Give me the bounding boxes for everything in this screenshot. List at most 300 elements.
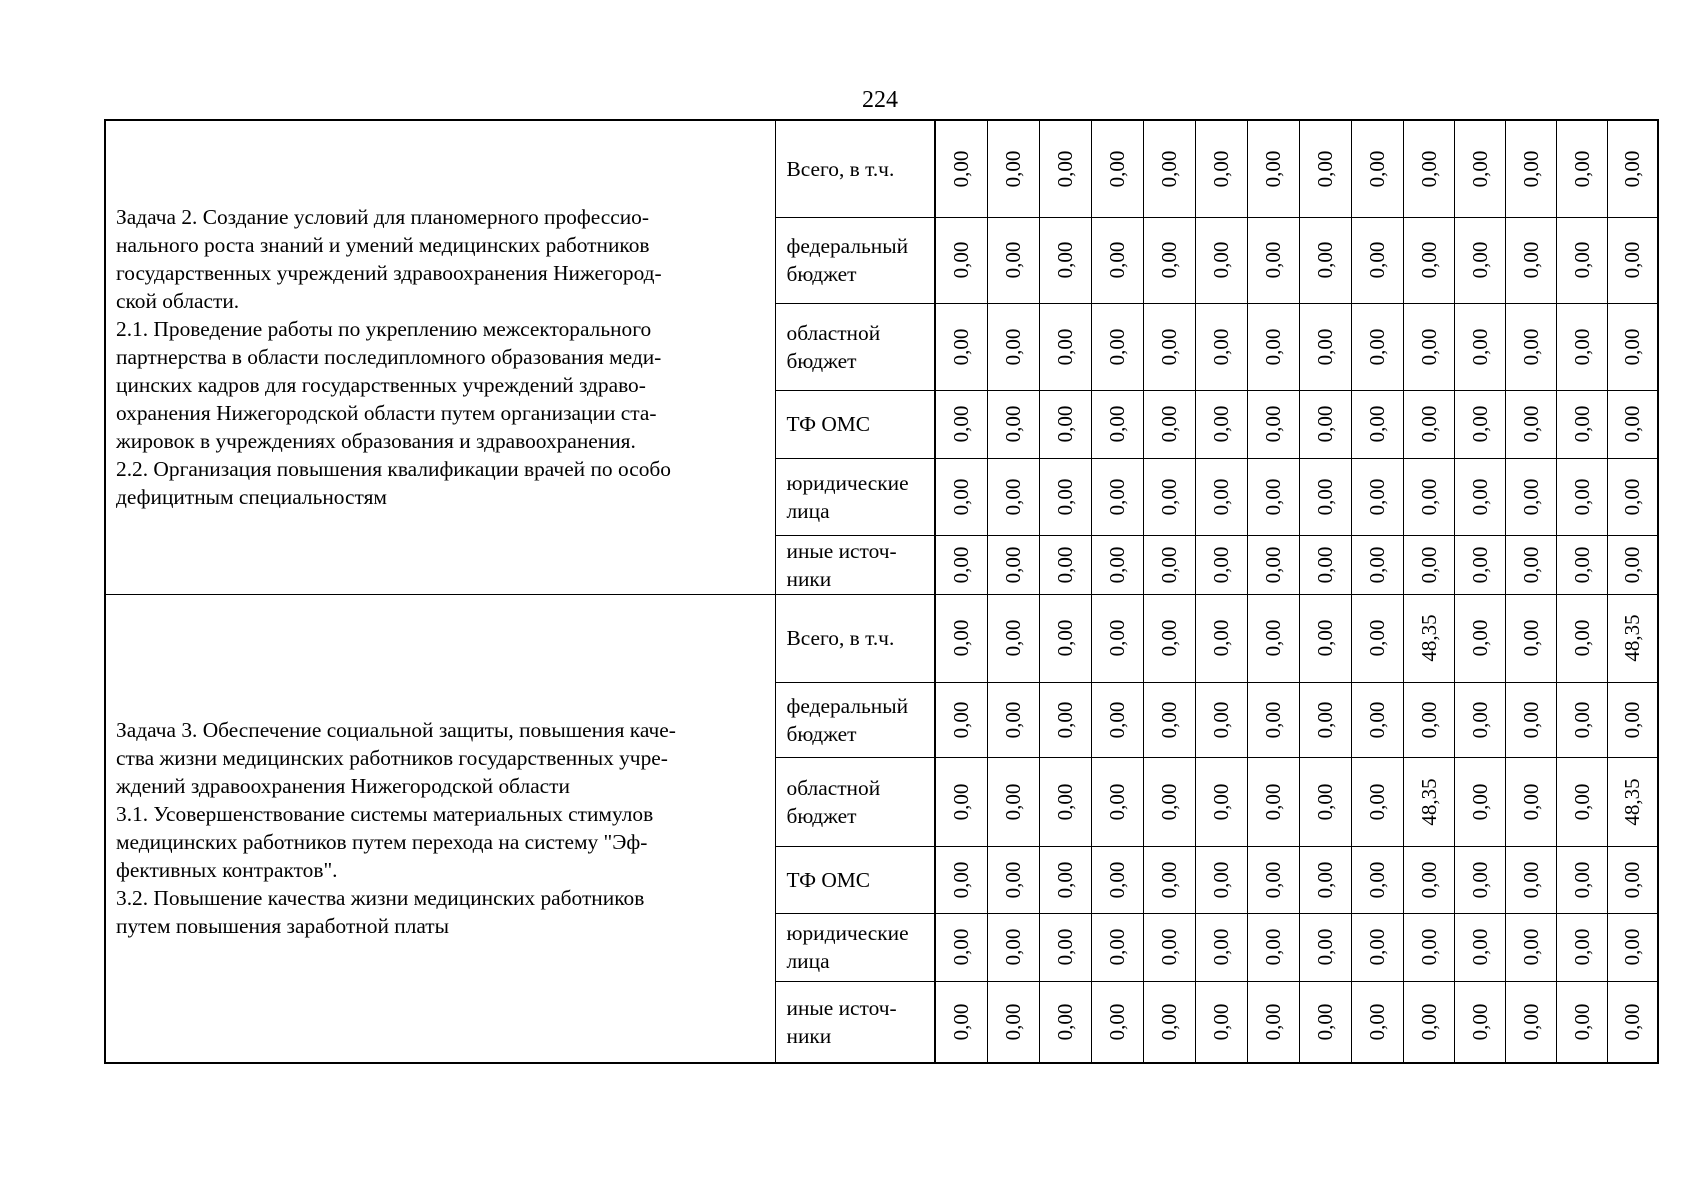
value-cell: [1143, 682, 1195, 757]
value-text: 0,00: [1569, 928, 1594, 966]
value-text: 0,00: [949, 405, 974, 443]
value-cell: [1143, 303, 1195, 390]
value-text: 0,00: [1620, 546, 1645, 583]
value-cell: [1454, 458, 1505, 535]
value-text: 0,00: [949, 701, 974, 738]
value-cell: [1556, 594, 1607, 682]
value-cell: [1556, 535, 1607, 594]
value-text: 0,00: [1209, 405, 1233, 443]
value-cell: [1039, 682, 1091, 757]
task-line: цинских кадров для государственных учреждений здраво-: [116, 373, 646, 398]
value-text: 0,00: [1569, 546, 1594, 583]
funding-source-label: федеральный: [786, 693, 909, 718]
value-text: 0,00: [1053, 328, 1077, 365]
value-cell: [1195, 458, 1247, 535]
value-cell: [1091, 846, 1143, 913]
value-text: 0,00: [1105, 701, 1129, 738]
value-cell: [1247, 217, 1299, 303]
value-cell: [1091, 535, 1143, 594]
funding-source: [775, 757, 935, 846]
value-text: 0,00: [1518, 150, 1543, 188]
funding-source: [775, 303, 935, 390]
value-cell: [1403, 535, 1454, 594]
value-text: 0,00: [1001, 619, 1025, 657]
value-text: 48,35: [1416, 777, 1441, 826]
value-cell: [1039, 390, 1091, 458]
funding-source: [775, 913, 935, 981]
value-cell: [1143, 913, 1195, 981]
funding-source: [775, 846, 935, 913]
value-text: 0,00: [1261, 546, 1285, 583]
value-text: 0,00: [1416, 405, 1441, 443]
value-text: 0,00: [1620, 405, 1645, 443]
funding-source: [775, 594, 935, 682]
value-text: 0,00: [1053, 783, 1077, 820]
funding-source-label: иные источ-: [786, 538, 897, 563]
value-cell: [1505, 120, 1556, 217]
value-cell: [1091, 981, 1143, 1063]
value-text: 48,35: [1620, 614, 1645, 662]
task-line: 2.2. Организация повышения квалификации врачей по особо: [116, 457, 671, 482]
value-cell: [1143, 846, 1195, 913]
value-cell: [1505, 981, 1556, 1063]
value-cell: [1505, 458, 1556, 535]
funding-source-label: областной: [786, 775, 881, 800]
value-text: 0,00: [1365, 783, 1389, 820]
funding-source: [775, 390, 935, 458]
value-text: 0,00: [1105, 150, 1129, 188]
value-cell: [1505, 217, 1556, 303]
value-cell: [1454, 390, 1505, 458]
value-text: 0,00: [1467, 701, 1492, 738]
funding-table: [104, 119, 1659, 1064]
value-text: 0,00: [1569, 241, 1594, 279]
funding-source-label: ники: [786, 566, 832, 591]
value-cell: [1299, 390, 1351, 458]
value-cell: [1143, 390, 1195, 458]
value-text: 0,00: [1365, 241, 1389, 279]
value-text: 0,00: [1261, 405, 1285, 443]
value-cell: [987, 390, 1039, 458]
value-cell: [1351, 913, 1403, 981]
value-text: 0,00: [1209, 783, 1233, 820]
value-text: 0,00: [1261, 328, 1285, 365]
task-line: медицинских работников путем перехода на систему "Эф-: [116, 830, 648, 855]
value-text: 0,00: [949, 1003, 974, 1041]
funding-source: [775, 458, 935, 535]
value-cell: [1039, 535, 1091, 594]
value-cell: [987, 458, 1039, 535]
task-line: Задача 3. Обеспечение социальной защиты, повышения каче-: [116, 718, 676, 743]
value-cell: [1091, 217, 1143, 303]
value-text: 0,00: [1313, 928, 1337, 966]
value-cell: [1247, 846, 1299, 913]
value-cell: [1351, 303, 1403, 390]
value-text: 0,00: [949, 928, 974, 966]
value-cell: [1454, 757, 1505, 846]
value-cell: [1143, 120, 1195, 217]
value-cell: [1403, 913, 1454, 981]
value-text: 0,00: [1518, 619, 1543, 657]
value-text: 0,00: [1001, 546, 1025, 583]
value-cell: [935, 390, 987, 458]
value-cell: [1505, 682, 1556, 757]
value-cell: [935, 303, 987, 390]
value-text: 0,00: [1053, 701, 1077, 738]
value-cell: [1091, 120, 1143, 217]
value-text: 0,00: [1261, 783, 1285, 820]
value-text: 0,00: [1365, 928, 1389, 966]
value-cell: [1195, 594, 1247, 682]
funding-source-label: бюджет: [786, 348, 857, 373]
value-cell: [1247, 303, 1299, 390]
value-text: 0,00: [1105, 478, 1129, 515]
value-text: 0,00: [1416, 861, 1441, 898]
value-cell: [1299, 217, 1351, 303]
value-cell: [1039, 303, 1091, 390]
value-cell: [1607, 757, 1658, 846]
value-text: 0,00: [1416, 241, 1441, 279]
value-text: 0,00: [1157, 783, 1181, 820]
value-cell: [1505, 303, 1556, 390]
value-cell: [1039, 981, 1091, 1063]
value-cell: [1195, 846, 1247, 913]
value-cell: [1454, 913, 1505, 981]
value-cell: [935, 682, 987, 757]
value-text: 0,00: [1518, 405, 1543, 443]
value-cell: [1454, 535, 1505, 594]
value-text: 0,00: [1157, 1003, 1181, 1041]
value-text: 0,00: [1365, 1003, 1389, 1041]
value-text: 0,00: [1053, 405, 1077, 443]
value-cell: [1143, 594, 1195, 682]
value-cell: [1195, 757, 1247, 846]
value-cell: [987, 120, 1039, 217]
value-text: 0,00: [1620, 701, 1645, 738]
value-text: 0,00: [1467, 546, 1492, 583]
value-text: 0,00: [1467, 619, 1492, 657]
value-text: 0,00: [1105, 861, 1129, 898]
value-text: 0,00: [1518, 928, 1543, 966]
value-cell: [1607, 120, 1658, 217]
value-text: 0,00: [1416, 1003, 1441, 1041]
value-text: 0,00: [1365, 150, 1389, 188]
value-text: 0,00: [1053, 1003, 1077, 1041]
value-cell: [1039, 913, 1091, 981]
task-line: ской области.: [116, 289, 240, 314]
value-text: 0,00: [949, 861, 974, 898]
value-text: 0,00: [1053, 150, 1077, 188]
value-cell: [1091, 757, 1143, 846]
value-text: 0,00: [1467, 478, 1492, 515]
funding-source: [775, 535, 935, 594]
value-text: 0,00: [1365, 328, 1389, 365]
value-text: 0,00: [1209, 1003, 1233, 1041]
value-text: 0,00: [1001, 478, 1025, 515]
funding-source-label: Всего, в т.ч.: [786, 626, 895, 650]
funding-source-label: юридические: [786, 470, 909, 495]
value-text: 0,00: [1518, 328, 1543, 365]
value-cell: [1351, 594, 1403, 682]
value-text: 0,00: [1620, 150, 1645, 188]
value-cell: [1403, 682, 1454, 757]
value-text: 0,00: [1157, 150, 1181, 188]
value-cell: [935, 913, 987, 981]
task-line: путем повышения заработной платы: [116, 914, 450, 939]
funding-source: [775, 120, 935, 217]
value-text: 0,00: [1467, 241, 1492, 279]
value-text: 0,00: [1209, 328, 1233, 365]
value-text: 0,00: [1467, 783, 1492, 820]
value-text: 0,00: [1313, 783, 1337, 820]
value-cell: [1351, 682, 1403, 757]
value-cell: [1505, 757, 1556, 846]
task-line: фективных контрактов".: [116, 858, 338, 883]
funding-source-label: лица: [786, 949, 830, 973]
task-description: [105, 120, 775, 594]
value-cell: [1454, 217, 1505, 303]
value-text: 0,00: [1157, 328, 1181, 365]
value-text: 0,00: [1313, 619, 1337, 657]
value-cell: [1195, 390, 1247, 458]
value-cell: [1351, 458, 1403, 535]
value-cell: [1247, 981, 1299, 1063]
value-cell: [1299, 120, 1351, 217]
value-text: 0,00: [1105, 405, 1129, 443]
value-text: 0,00: [1569, 150, 1594, 188]
value-text: 0,00: [1620, 928, 1645, 966]
value-cell: [1247, 535, 1299, 594]
value-text: 0,00: [1001, 328, 1025, 365]
value-cell: [1505, 913, 1556, 981]
value-cell: [1607, 535, 1658, 594]
value-cell: [987, 981, 1039, 1063]
value-cell: [1299, 981, 1351, 1063]
value-cell: [1091, 390, 1143, 458]
value-text: 0,00: [949, 478, 974, 515]
value-cell: [1247, 913, 1299, 981]
value-cell: [1556, 303, 1607, 390]
value-text: 0,00: [1313, 241, 1337, 279]
value-text: 0,00: [1467, 328, 1492, 365]
value-cell: [987, 217, 1039, 303]
value-cell: [1351, 535, 1403, 594]
value-cell: [1299, 913, 1351, 981]
value-cell: [935, 594, 987, 682]
value-cell: [1247, 120, 1299, 217]
task-line: ства жизни медицинских работников государственных учре-: [116, 746, 668, 771]
table-row: [105, 594, 1658, 682]
value-text: 0,00: [1467, 861, 1492, 898]
value-text: 0,00: [1569, 478, 1594, 515]
task-line: государственных учреждений здравоохранения Нижегород-: [116, 261, 662, 286]
value-cell: [1556, 846, 1607, 913]
value-cell: [935, 120, 987, 217]
value-text: 0,00: [1620, 478, 1645, 515]
value-text: 48,35: [1620, 777, 1645, 826]
value-text: 0,00: [1518, 783, 1543, 820]
value-text: 0,00: [1157, 861, 1181, 898]
value-text: 0,00: [1365, 619, 1389, 657]
value-cell: [1454, 682, 1505, 757]
value-cell: [1039, 458, 1091, 535]
value-text: 0,00: [1001, 150, 1025, 188]
value-text: 0,00: [1467, 928, 1492, 966]
value-text: 0,00: [1467, 405, 1492, 443]
value-text: 0,00: [949, 619, 974, 657]
value-text: 0,00: [1313, 405, 1337, 443]
value-cell: [935, 217, 987, 303]
value-text: 0,00: [1209, 701, 1233, 738]
value-text: 0,00: [1209, 619, 1233, 657]
value-cell: [1505, 594, 1556, 682]
value-cell: [1195, 913, 1247, 981]
value-text: 0,00: [1209, 861, 1233, 898]
funding-source-label: юридические: [786, 921, 909, 945]
value-text: 0,00: [1053, 478, 1077, 515]
value-cell: [1607, 913, 1658, 981]
value-text: 0,00: [1157, 241, 1181, 279]
funding-source-label: Всего, в т.ч.: [786, 156, 895, 181]
value-cell: [1195, 535, 1247, 594]
value-text: 0,00: [1105, 619, 1129, 657]
funding-source-label: ТФ ОМС: [786, 412, 871, 436]
value-cell: [987, 303, 1039, 390]
value-text: 0,00: [1261, 619, 1285, 657]
value-text: 0,00: [1313, 861, 1337, 898]
value-text: 0,00: [1620, 241, 1645, 279]
value-cell: [1556, 757, 1607, 846]
funding-source: [775, 217, 935, 303]
value-cell: [987, 757, 1039, 846]
value-cell: [1607, 594, 1658, 682]
value-text: 0,00: [1209, 150, 1233, 188]
value-text: 0,00: [949, 546, 974, 583]
value-text: 0,00: [1157, 546, 1181, 583]
value-text: 0,00: [1001, 783, 1025, 820]
value-text: 0,00: [1053, 928, 1077, 966]
task-line: жировок в учреждениях образования и здравоохранения.: [116, 429, 636, 454]
funding-source-label: лица: [786, 498, 830, 523]
value-cell: [1299, 757, 1351, 846]
value-text: 0,00: [1261, 241, 1285, 279]
value-text: 0,00: [949, 241, 974, 279]
value-text: 0,00: [1569, 861, 1594, 898]
value-cell: [1403, 594, 1454, 682]
value-cell: [1403, 757, 1454, 846]
value-text: 0,00: [1416, 150, 1441, 188]
value-cell: [1195, 120, 1247, 217]
value-text: 0,00: [1569, 405, 1594, 443]
value-cell: [987, 682, 1039, 757]
funding-source-label: федеральный: [786, 234, 909, 258]
value-cell: [1351, 981, 1403, 1063]
value-text: 0,00: [1313, 478, 1337, 515]
value-cell: [1403, 120, 1454, 217]
value-text: 0,00: [1001, 1003, 1025, 1041]
value-text: 0,00: [1365, 405, 1389, 443]
value-text: 0,00: [1569, 783, 1594, 820]
value-cell: [1607, 217, 1658, 303]
value-text: 0,00: [1053, 241, 1077, 279]
value-text: 0,00: [1053, 861, 1077, 898]
value-text: 0,00: [1001, 405, 1025, 443]
value-text: 0,00: [1261, 701, 1285, 738]
value-text: 0,00: [1105, 783, 1129, 820]
value-text: 0,00: [1620, 1003, 1645, 1041]
task-line: дефицитным специальностям: [116, 485, 387, 510]
value-text: 0,00: [1209, 928, 1233, 966]
funding-source-label: ТФ ОМС: [786, 867, 871, 892]
value-text: 0,00: [1467, 150, 1492, 188]
value-cell: [1039, 217, 1091, 303]
funding-source-label: бюджет: [786, 262, 857, 286]
value-text: 0,00: [1001, 861, 1025, 898]
value-text: 0,00: [1569, 619, 1594, 657]
value-cell: [1143, 458, 1195, 535]
value-text: 0,00: [1518, 546, 1543, 583]
value-text: 0,00: [949, 783, 974, 820]
value-cell: [1454, 120, 1505, 217]
value-text: 0,00: [1313, 328, 1337, 365]
value-text: 0,00: [1416, 928, 1441, 966]
value-cell: [1454, 846, 1505, 913]
value-cell: [935, 535, 987, 594]
value-text: 0,00: [1053, 619, 1077, 657]
value-text: 0,00: [1569, 1003, 1594, 1041]
value-cell: [1403, 217, 1454, 303]
value-text: 0,00: [1365, 861, 1389, 898]
value-cell: [1505, 846, 1556, 913]
value-cell: [1403, 390, 1454, 458]
value-text: 0,00: [1467, 1003, 1492, 1041]
value-text: 0,00: [1518, 701, 1543, 738]
value-text: 0,00: [1365, 701, 1389, 738]
value-text: 0,00: [1105, 928, 1129, 966]
value-cell: [1299, 846, 1351, 913]
value-text: 0,00: [1001, 241, 1025, 279]
task-line: охранения Нижегородской области путем организации ста-: [116, 401, 657, 426]
value-cell: [1039, 757, 1091, 846]
value-cell: [1299, 594, 1351, 682]
value-text: 0,00: [1209, 478, 1233, 515]
value-cell: [1351, 217, 1403, 303]
funding-source: [775, 981, 935, 1063]
value-cell: [987, 913, 1039, 981]
value-text: 0,00: [1569, 701, 1594, 738]
task-line: 2.1. Проведение работы по укреплению межсекторального: [116, 317, 652, 342]
table-row: [105, 120, 1658, 217]
value-text: 0,00: [949, 150, 974, 188]
task-line: 3.1. Усовершенствование системы материальных стимулов: [116, 802, 654, 827]
value-cell: [1454, 981, 1505, 1063]
value-cell: [1351, 757, 1403, 846]
value-cell: [1556, 981, 1607, 1063]
value-cell: [1247, 757, 1299, 846]
value-text: 0,00: [1313, 150, 1337, 188]
value-text: 0,00: [1416, 478, 1441, 515]
value-text: 0,00: [1518, 241, 1543, 279]
value-cell: [1607, 458, 1658, 535]
task-line: нального роста знаний и умений медицинских работников: [116, 233, 650, 258]
value-cell: [1299, 458, 1351, 535]
value-cell: [1454, 594, 1505, 682]
value-text: 0,00: [1518, 861, 1543, 898]
value-text: 48,35: [1416, 614, 1441, 662]
value-text: 0,00: [1209, 241, 1233, 279]
value-cell: [1556, 217, 1607, 303]
value-cell: [1143, 981, 1195, 1063]
